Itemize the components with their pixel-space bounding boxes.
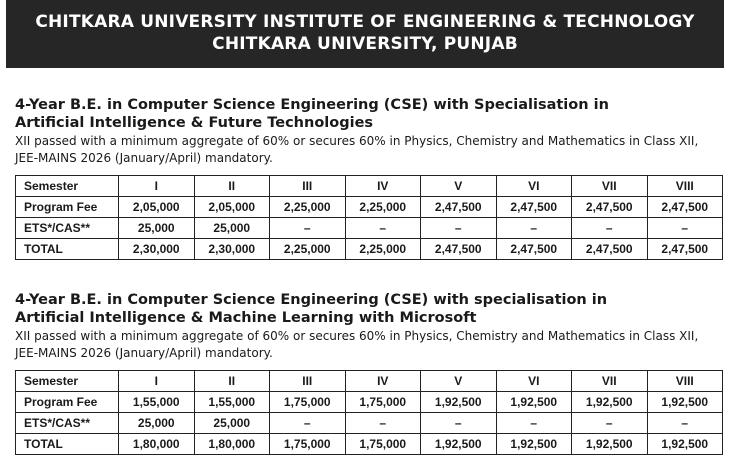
eligibility-line2: JEE-MAINS 2026 (January/April) mandatory.: [15, 346, 273, 360]
fee-cell: V: [421, 371, 497, 392]
program-title-line1: 4-Year B.E. in Computer Science Engineering (CSE) with Specialisation in: [15, 97, 609, 113]
row-label-cell: Program Fee: [16, 197, 119, 218]
fee-cell: 1,92,500: [572, 392, 648, 413]
fee-cell: –: [345, 413, 421, 434]
fee-cell: III: [270, 371, 346, 392]
row-label-cell: Semester: [16, 176, 119, 197]
fee-cell: –: [270, 218, 346, 239]
fee-cell: VIII: [647, 371, 723, 392]
fee-cell: VI: [496, 176, 572, 197]
fee-cell: –: [345, 218, 421, 239]
program-title-line1: 4-Year B.E. in Computer Science Engineering (CSE) with specialisation in: [15, 292, 608, 308]
fee-cell: 2,25,000: [345, 239, 421, 260]
fee-cell: V: [421, 176, 497, 197]
row-label-cell: TOTAL: [16, 239, 119, 260]
program-title-line2: Artificial Intelligence & Machine Learning with Microsoft: [15, 310, 477, 326]
program-title: [15, 96, 725, 132]
fee-cell: 2,47,500: [421, 197, 497, 218]
fee-cell: –: [572, 413, 648, 434]
program-section-cse-ai-future-tech: [15, 96, 725, 260]
fee-cell: 1,55,000: [194, 392, 270, 413]
fee-cell: 2,30,000: [119, 239, 195, 260]
eligibility-line1: XII passed with a minimum aggregate of 60% or secures 60% in Physics, Chemistry and Mathematics in Class XII,: [15, 329, 699, 343]
fee-cell: 1,75,000: [345, 434, 421, 455]
table-row: [16, 239, 723, 260]
fee-cell: 1,92,500: [421, 392, 497, 413]
fee-cell: 2,47,500: [572, 239, 648, 260]
fee-cell: 1,92,500: [572, 434, 648, 455]
table-row: [16, 392, 723, 413]
fee-cell: 2,25,000: [345, 197, 421, 218]
fee-table: [15, 175, 723, 260]
table-row: [16, 434, 723, 455]
fee-cell: –: [270, 413, 346, 434]
fee-cell: 1,75,000: [345, 392, 421, 413]
row-label-cell: ETS*/CAS**: [16, 413, 119, 434]
program-section-cse-ai-ml-microsoft: [15, 291, 725, 455]
row-label-cell: Program Fee: [16, 392, 119, 413]
fee-cell: 25,000: [194, 218, 270, 239]
row-label-cell: ETS*/CAS**: [16, 218, 119, 239]
fee-cell: 1,75,000: [270, 434, 346, 455]
fee-cell: 1,80,000: [194, 434, 270, 455]
fee-cell: I: [119, 371, 195, 392]
fee-cell: 1,92,500: [647, 434, 723, 455]
fee-cell: –: [421, 218, 497, 239]
fee-cell: 2,47,500: [496, 197, 572, 218]
table-row: [16, 197, 723, 218]
university-banner: [6, 0, 724, 68]
fee-cell: –: [496, 218, 572, 239]
fee-cell: 2,47,500: [421, 239, 497, 260]
fee-cell: 2,05,000: [119, 197, 195, 218]
fee-cell: 1,92,500: [496, 392, 572, 413]
fee-cell: VI: [496, 371, 572, 392]
fee-cell: I: [119, 176, 195, 197]
fee-cell: –: [572, 218, 648, 239]
banner-university-name: CHITKARA UNIVERSITY, PUNJAB: [212, 34, 518, 54]
fee-cell: 25,000: [119, 218, 195, 239]
table-row: [16, 218, 723, 239]
table-row: [16, 413, 723, 434]
fee-cell: 2,25,000: [270, 197, 346, 218]
fee-cell: IV: [345, 371, 421, 392]
fee-cell: VII: [572, 176, 648, 197]
eligibility-text: [15, 133, 725, 167]
program-title-line2: Artificial Intelligence & Future Technologies: [15, 115, 374, 131]
fee-cell: –: [647, 413, 723, 434]
fee-cell: 2,30,000: [194, 239, 270, 260]
fee-cell: 1,92,500: [647, 392, 723, 413]
fee-cell: 1,55,000: [119, 392, 195, 413]
eligibility-text: [15, 328, 725, 362]
table-header-row: [16, 176, 723, 197]
fee-cell: 25,000: [194, 413, 270, 434]
fee-cell: 2,25,000: [270, 239, 346, 260]
fee-cell: 2,47,500: [496, 239, 572, 260]
fee-cell: 2,47,500: [647, 197, 723, 218]
fee-cell: 1,92,500: [421, 434, 497, 455]
fee-table: [15, 370, 723, 455]
fee-cell: 2,47,500: [647, 239, 723, 260]
eligibility-line1: XII passed with a minimum aggregate of 60% or secures 60% in Physics, Chemistry and Mathematics in Class XII,: [15, 134, 699, 148]
fee-cell: II: [194, 371, 270, 392]
fee-cell: III: [270, 176, 346, 197]
fee-cell: IV: [345, 176, 421, 197]
table-header-row: [16, 371, 723, 392]
row-label-cell: Semester: [16, 371, 119, 392]
fee-cell: –: [496, 413, 572, 434]
banner-institute-name: CHITKARA UNIVERSITY INSTITUTE OF ENGINEERING & TECHNOLOGY: [35, 12, 695, 32]
fee-cell: 1,92,500: [496, 434, 572, 455]
fee-cell: 2,05,000: [194, 197, 270, 218]
fee-cell: 1,80,000: [119, 434, 195, 455]
fee-cell: –: [421, 413, 497, 434]
fee-cell: VIII: [647, 176, 723, 197]
fee-cell: 25,000: [119, 413, 195, 434]
row-label-cell: TOTAL: [16, 434, 119, 455]
program-title: [15, 291, 725, 327]
fee-cell: 2,47,500: [572, 197, 648, 218]
fee-cell: VII: [572, 371, 648, 392]
eligibility-line2: JEE-MAINS 2026 (January/April) mandatory.: [15, 151, 273, 165]
fee-cell: 1,75,000: [270, 392, 346, 413]
fee-cell: –: [647, 218, 723, 239]
fee-cell: II: [194, 176, 270, 197]
